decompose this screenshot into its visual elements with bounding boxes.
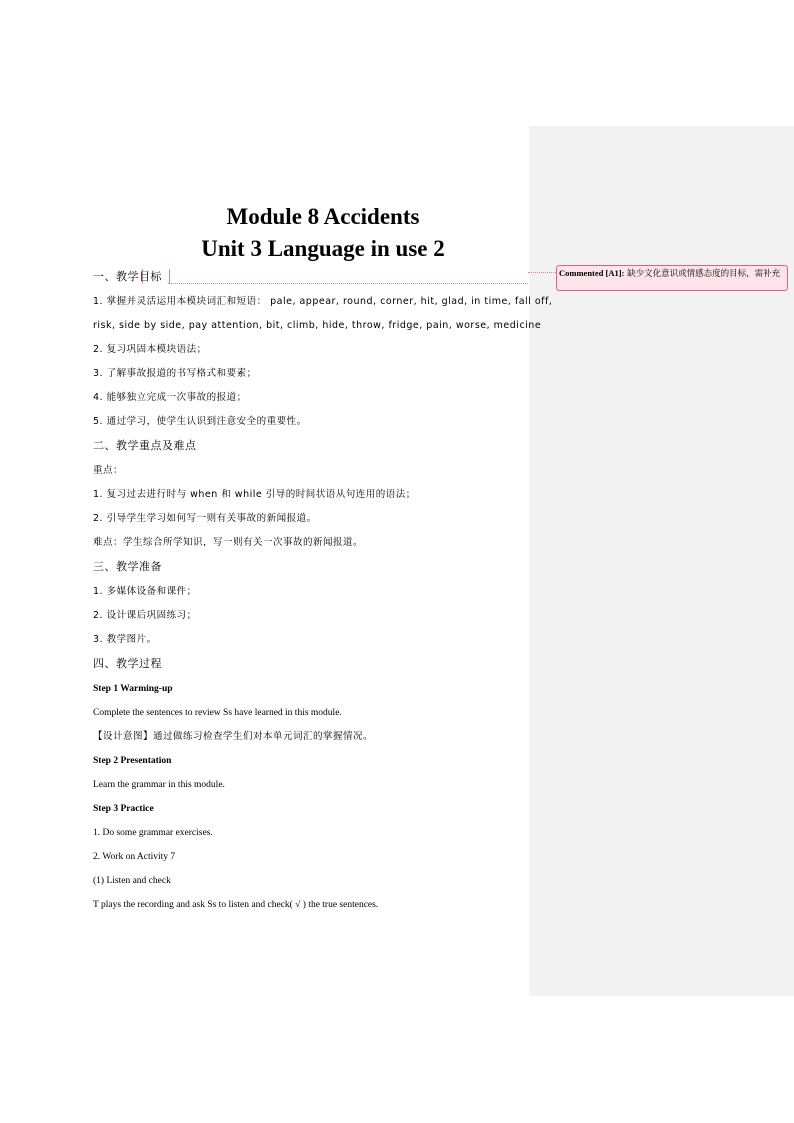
preparation-2: 2. 设计课后巩固练习； (93, 610, 197, 621)
step3-item4: T plays the recording and ask Ss to listen and check( √ ) the true sentences. (93, 900, 379, 910)
step3-title: Step 3 Practice (93, 804, 154, 814)
comment-pane (529, 126, 794, 996)
comment-label: Commented [A1]: (559, 268, 625, 278)
objective-3: 3. 了解事故报道的书写格式和要素； (93, 368, 257, 379)
step3-item3: (1) Listen and check (93, 876, 171, 886)
objective-2: 2. 复习巩固本模块语法； (93, 344, 207, 355)
comment-connector (168, 283, 528, 284)
process-heading: 四、教学过程 (93, 657, 162, 670)
preparation-heading: 三、教学准备 (93, 560, 162, 573)
comment-balloon[interactable] (556, 265, 788, 291)
focus-2: 2. 引导学生学习如何写一则有关事故的新闻报道。 (93, 513, 317, 524)
preparation-3: 3. 教学图片。 (93, 634, 157, 645)
objective-1b: risk, side by side, pay attention, bit, climb, hide, throw, fridge, pain, worse, medicine (93, 320, 542, 331)
module-title: Module 8 Accidents (226, 204, 420, 229)
comment-text: 缺少文化意识或情感态度的目标，需补充 (627, 269, 781, 279)
step1-design: 【设计意图】通过做练习检查学生们对本单元词汇的掌握情况。 (93, 731, 374, 742)
step3-item1: 1. Do some grammar exercises. (93, 828, 213, 838)
objectives-heading: 一、教学目标 (93, 270, 162, 283)
step1-text: Complete the sentences to review Ss have learned in this module. (93, 708, 342, 718)
step2-title: Step 2 Presentation (93, 756, 172, 766)
comment-connector-end (528, 272, 556, 285)
step1-title: Step 1 Warming-up (93, 684, 173, 694)
objective-5: 5. 通过学习，使学生认识到注意安全的重要性。 (93, 416, 307, 427)
difficulty: 难点：学生综合所学知识，写一则有关一次事故的新闻报道。 (93, 537, 364, 548)
focus-1: 1. 复习过去进行时与 when 和 while 引导的时间状语从句连用的语法； (93, 489, 416, 500)
keypoints-heading: 二、教学重点及难点 (93, 439, 197, 452)
step2-text: Learn the grammar in this module. (93, 780, 225, 790)
unit-title: Unit 3 Language in use 2 (201, 236, 445, 261)
preparation-1: 1. 多媒体设备和课件； (93, 586, 197, 597)
objective-1a: 1. 掌握并灵活运用本模块词汇和短语： pale, appear, round, corner, hit, glad, in time, fall off, (93, 296, 553, 307)
focus-label: 重点： (93, 465, 124, 476)
step3-item2: 2. Work on Activity 7 (93, 852, 176, 862)
objective-4: 4. 能够独立完成一次事故的报道； (93, 392, 247, 403)
